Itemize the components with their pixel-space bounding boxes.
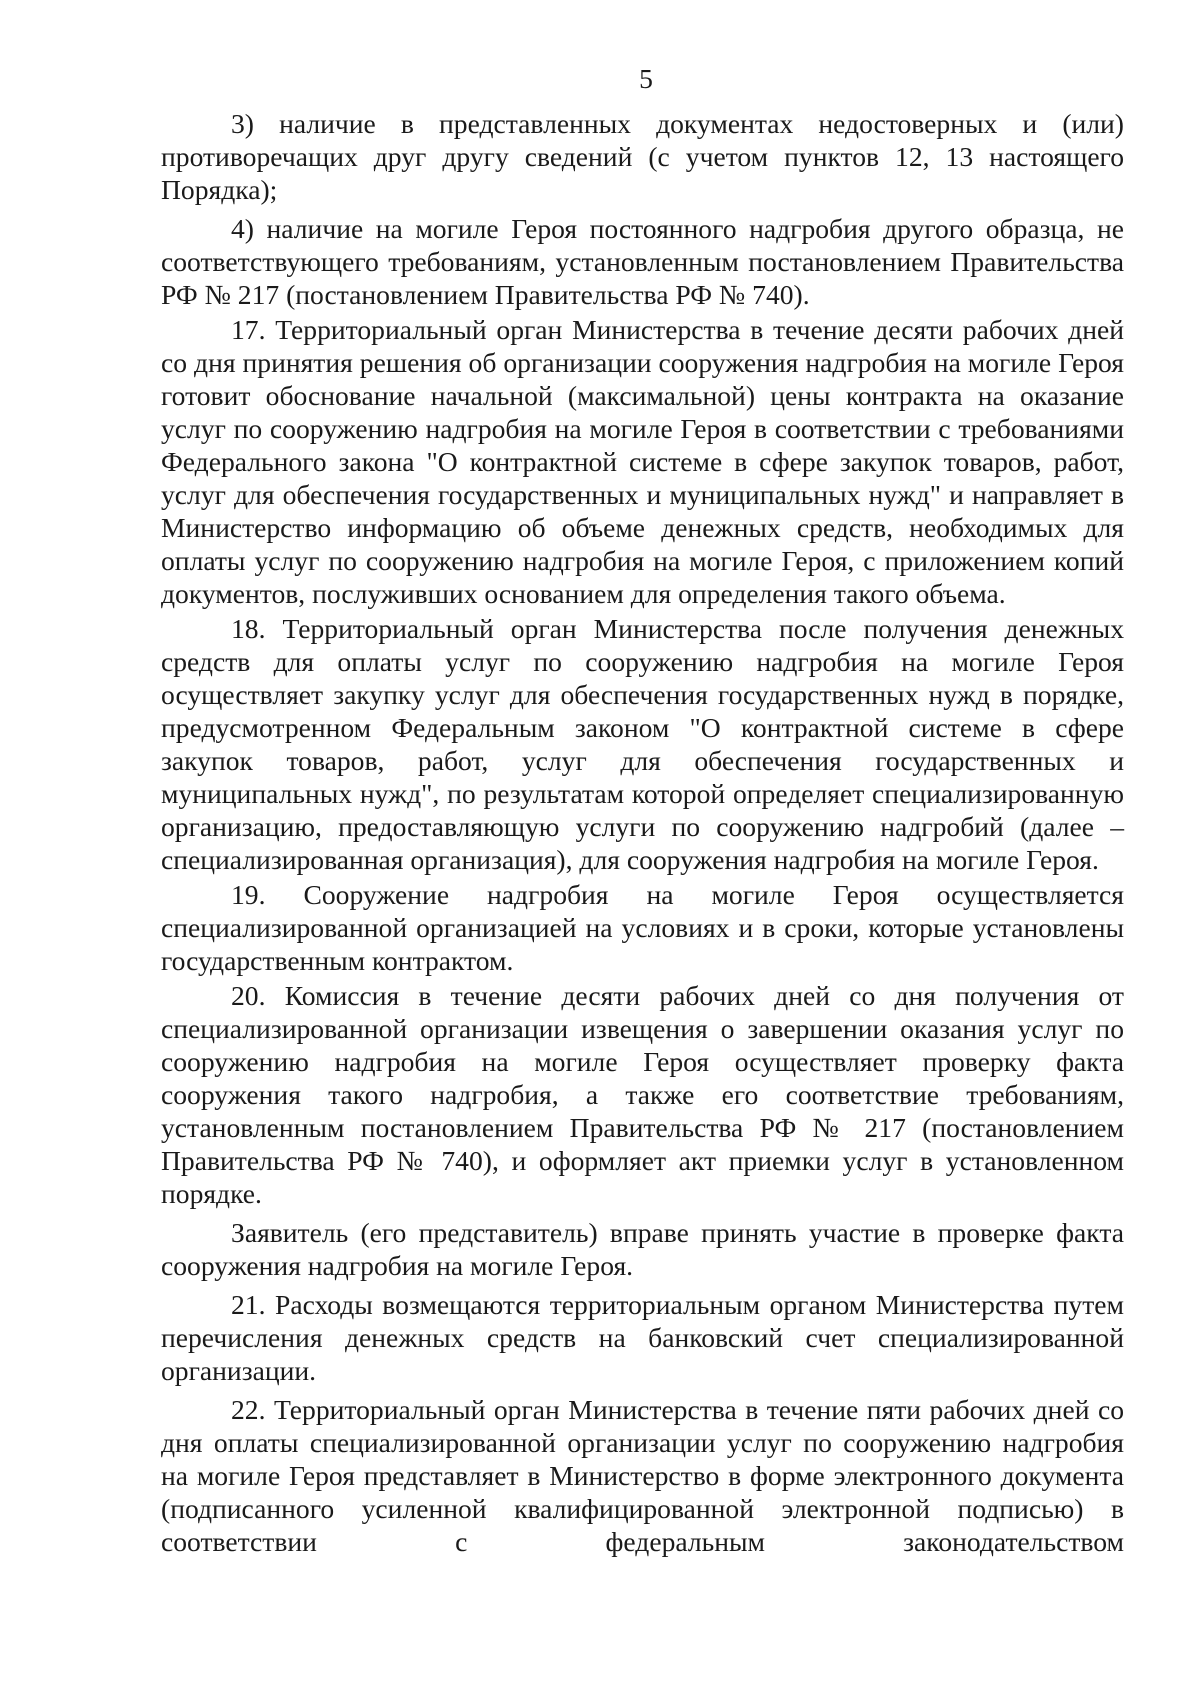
paragraph-item-3: 3) наличие в представленных документах недостоверных и (или) противоречащих друг другу сведений (с учетом пунктов 12, 13 настоящего Порядка); xyxy=(161,108,1124,205)
paragraph-19: 19. Сооружение надгробия на могиле Героя осуществляется специализированной организацией на условиях и в сроки, которые установлены государственным контрактом. xyxy=(161,879,1124,976)
paragraph-17: 17. Территориальный орган Министерства в течение десяти рабочих дней со дня принятия решения об организации сооружения надгробия на могиле Героя готовит обоснование начальной (максимальной) цены контракта на оказание услуг по сооружению надгробия на могиле Героя в соответствии с требованиями Федерального закона "О контрактной системе в сфере закупок товаров, работ, услуг для обеспечения государственных и муниципальных нужд" и направляет в Министерство информацию об объеме денежных средств, необходимых для оплаты услуг по сооружению надгробия на могиле Героя, с приложением копий документов, послуживших основанием для определения такого объема. xyxy=(161,314,1124,609)
page-number: 5 xyxy=(639,63,653,94)
paragraph-20-applicant: Заявитель (его представитель) вправе принять участие в проверке факта сооружения надгробия на могиле Героя. xyxy=(161,1217,1124,1281)
paragraph-20: 20. Комиссия в течение десяти рабочих дней со дня получения от специализированной организации извещения о завершении оказания услуг по сооружению надгробия на могиле Героя осуществляет проверку факта сооружения такого надгробия, а также его соответствие требованиям, установленным постановлением Правительства РФ № 217 (постановлением Правительства РФ № 740), и оформляет акт приемки услуг в установленном порядке. xyxy=(161,980,1124,1209)
paragraph-item-4: 4) наличие на могиле Героя постоянного надгробия другого образца, не соответствующего требованиям, установленным постановлением Правительства РФ № 217 (постановлением Правительства РФ № 740). xyxy=(161,213,1124,310)
paragraph-22: 22. Территориальный орган Министерства в течение пяти рабочих дней со дня оплаты специализированной организации услуг по сооружению надгробия на могиле Героя представляет в Министерство в форме электронного документа (подписанного усиленной квалифицированной электронной подписью) в соответствии с федеральным законодательством xyxy=(161,1394,1124,1557)
document-body xyxy=(161,107,1124,1560)
paragraph-21: 21. Расходы возмещаются территориальным органом Министерства путем перечисления денежных средств на банковский счет специализированной организации. xyxy=(161,1289,1124,1386)
paragraph-18: 18. Территориальный орган Министерства после получения денежных средств для оплаты услуг по сооружению надгробия на могиле Героя осуществляет закупку услуг для обеспечения государственных нужд в порядке, предусмотренном Федеральным законом "О контрактной системе в сфере закупок товаров, работ, услуг для обеспечения государственных и муниципальных нужд", по результатам которой определяет специализированную организацию, предоставляющую услуги по сооружению надгробий (далее – специализированная организация), для сооружения надгробия на могиле Героя. xyxy=(161,613,1124,875)
